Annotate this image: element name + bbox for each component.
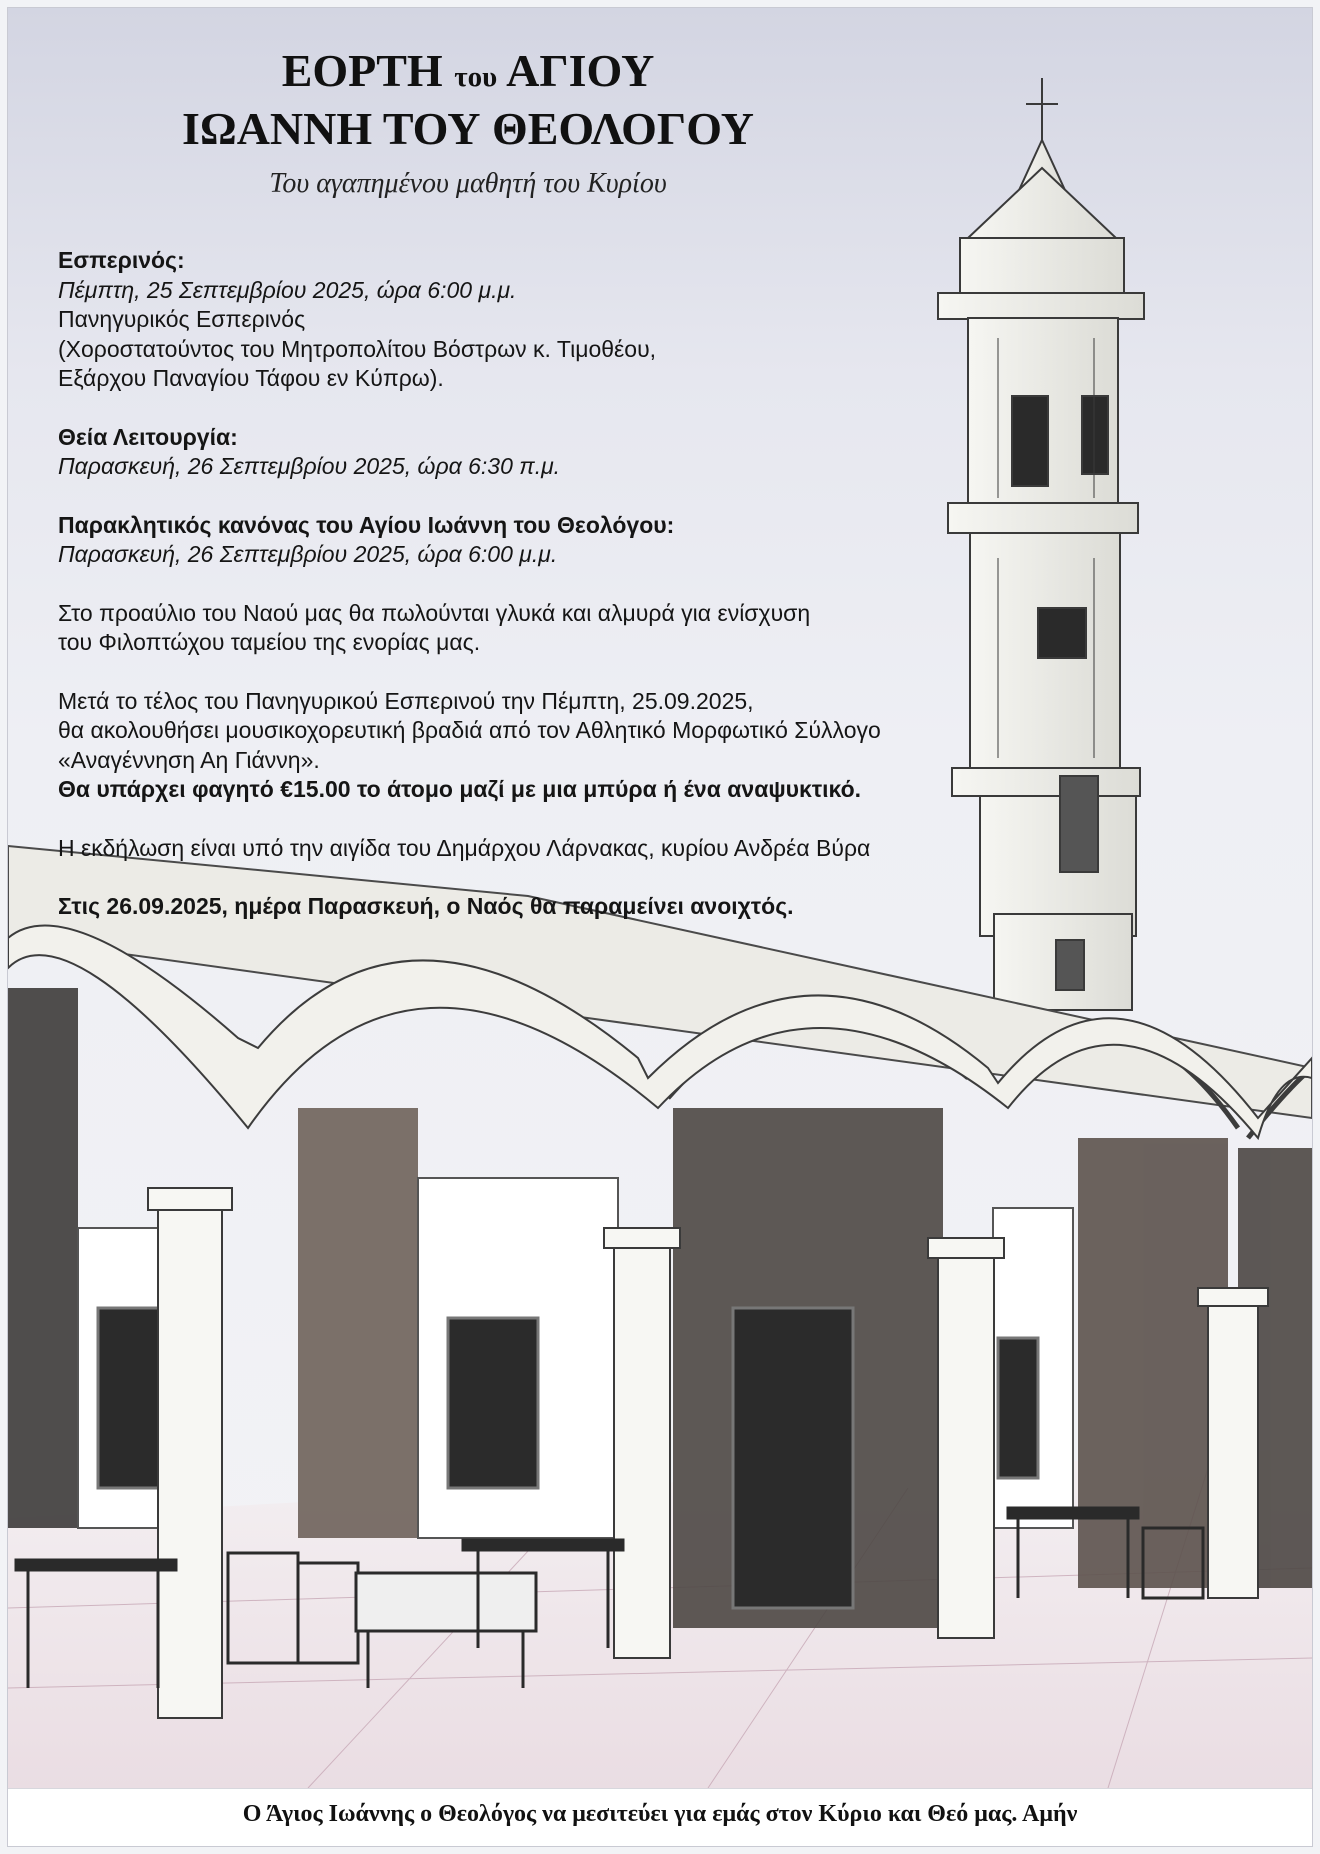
event-program (58, 246, 1008, 951)
liturgy-section (58, 423, 1008, 482)
poster-title-line2: ΙΩΑΝΝΗ ΤΟΥ ΘΕΟΛΟΓΟΥ (181, 103, 755, 154)
vespers-heading: Εσπερινός: (58, 247, 185, 273)
vespers-datetime: Πέμπτη, 25 Σεπτεμβρίου 2025, ώρα 6:00 μ.μ. (58, 276, 517, 303)
sale-notice-line1: Στο προαύλιο του Ναού μας θα πωλούνται γλυκά και αλμυρά για ενίσχυση (58, 599, 811, 626)
liturgy-datetime: Παρασκευή, 26 Σεπτεμβρίου 2025, ώρα 6:30 π.μ. (58, 453, 561, 479)
sale-notice (58, 599, 1008, 658)
evening-line3: «Αναγέννηση Αη Γιάννη». (58, 746, 320, 773)
title-word-feast: ΕΟΡΤΗ (281, 45, 443, 96)
footer-prayer: Ο Άγιος Ιωάννης ο Θεολόγος να μεσιτεύει για εμάς στον Κύριο και Θεό μας. Αμήν (242, 1801, 1078, 1827)
patronage-section (58, 834, 1008, 864)
sale-notice-line2: του Φιλοπτώχου ταμείου της ενορίας μας. (58, 629, 481, 655)
title-word-of: του (454, 61, 498, 93)
church-open-notice: Στις 26.09.2025, ημέρα Παρασκευή, ο Ναός θα παραμείνει ανοιχτός. (58, 893, 794, 919)
liturgy-heading: Θεία Λειτουργία: (58, 423, 238, 450)
evening-line2: θα ακολουθήσει μουσικοχορευτική βραδιά από τον Αθλητικό Μορφωτικό Σύλλογο (58, 717, 881, 743)
evening-event (58, 687, 1008, 805)
patronage-note: Η εκδήλωση είναι υπό την αιγίδα του Δημάρχου Λάρνακας, κυρίου Ανδρέα Βύρα (58, 834, 871, 861)
evening-line1: Μετά το τέλος του Πανηγυρικού Εσπερινού την Πέμπτη, 25.09.2025, (58, 687, 754, 714)
food-price-note: Θα υπάρχει φαγητό €15.00 το άτομο μαζί με μια μπύρα ή ένα αναψυκτικό. (58, 776, 862, 802)
poster-subtitle: Του αγαπημένου μαθητή του Κυρίου (269, 168, 667, 199)
event-poster (8, 8, 1312, 1846)
poster-title-line1 (48, 45, 888, 96)
paraklesis-datetime: Παρασκευή, 26 Σεπτεμβρίου 2025, ώρα 6:00 μ.μ. (58, 541, 558, 567)
vespers-presider-line2: Εξάρχου Παναγίου Τάφου εν Κύπρω). (58, 365, 444, 391)
open-notice-section (58, 892, 1008, 922)
paraklesis-heading: Παρακλητικός κανόνας του Αγίου Ιωάννη του Θεολόγου: (58, 511, 675, 538)
vespers-presider-line1: (Χοροστατούντος του Μητροπολίτου Βόστρων κ. Τιμοθέου, (58, 335, 657, 362)
vespers-section (58, 246, 1008, 394)
title-word-saint: ΑΓΙΟΥ (506, 45, 655, 96)
footer-band (8, 1788, 1312, 1846)
paraklesis-section (58, 511, 1008, 570)
vespers-name: Πανηγυρικός Εσπερινός (58, 306, 306, 332)
